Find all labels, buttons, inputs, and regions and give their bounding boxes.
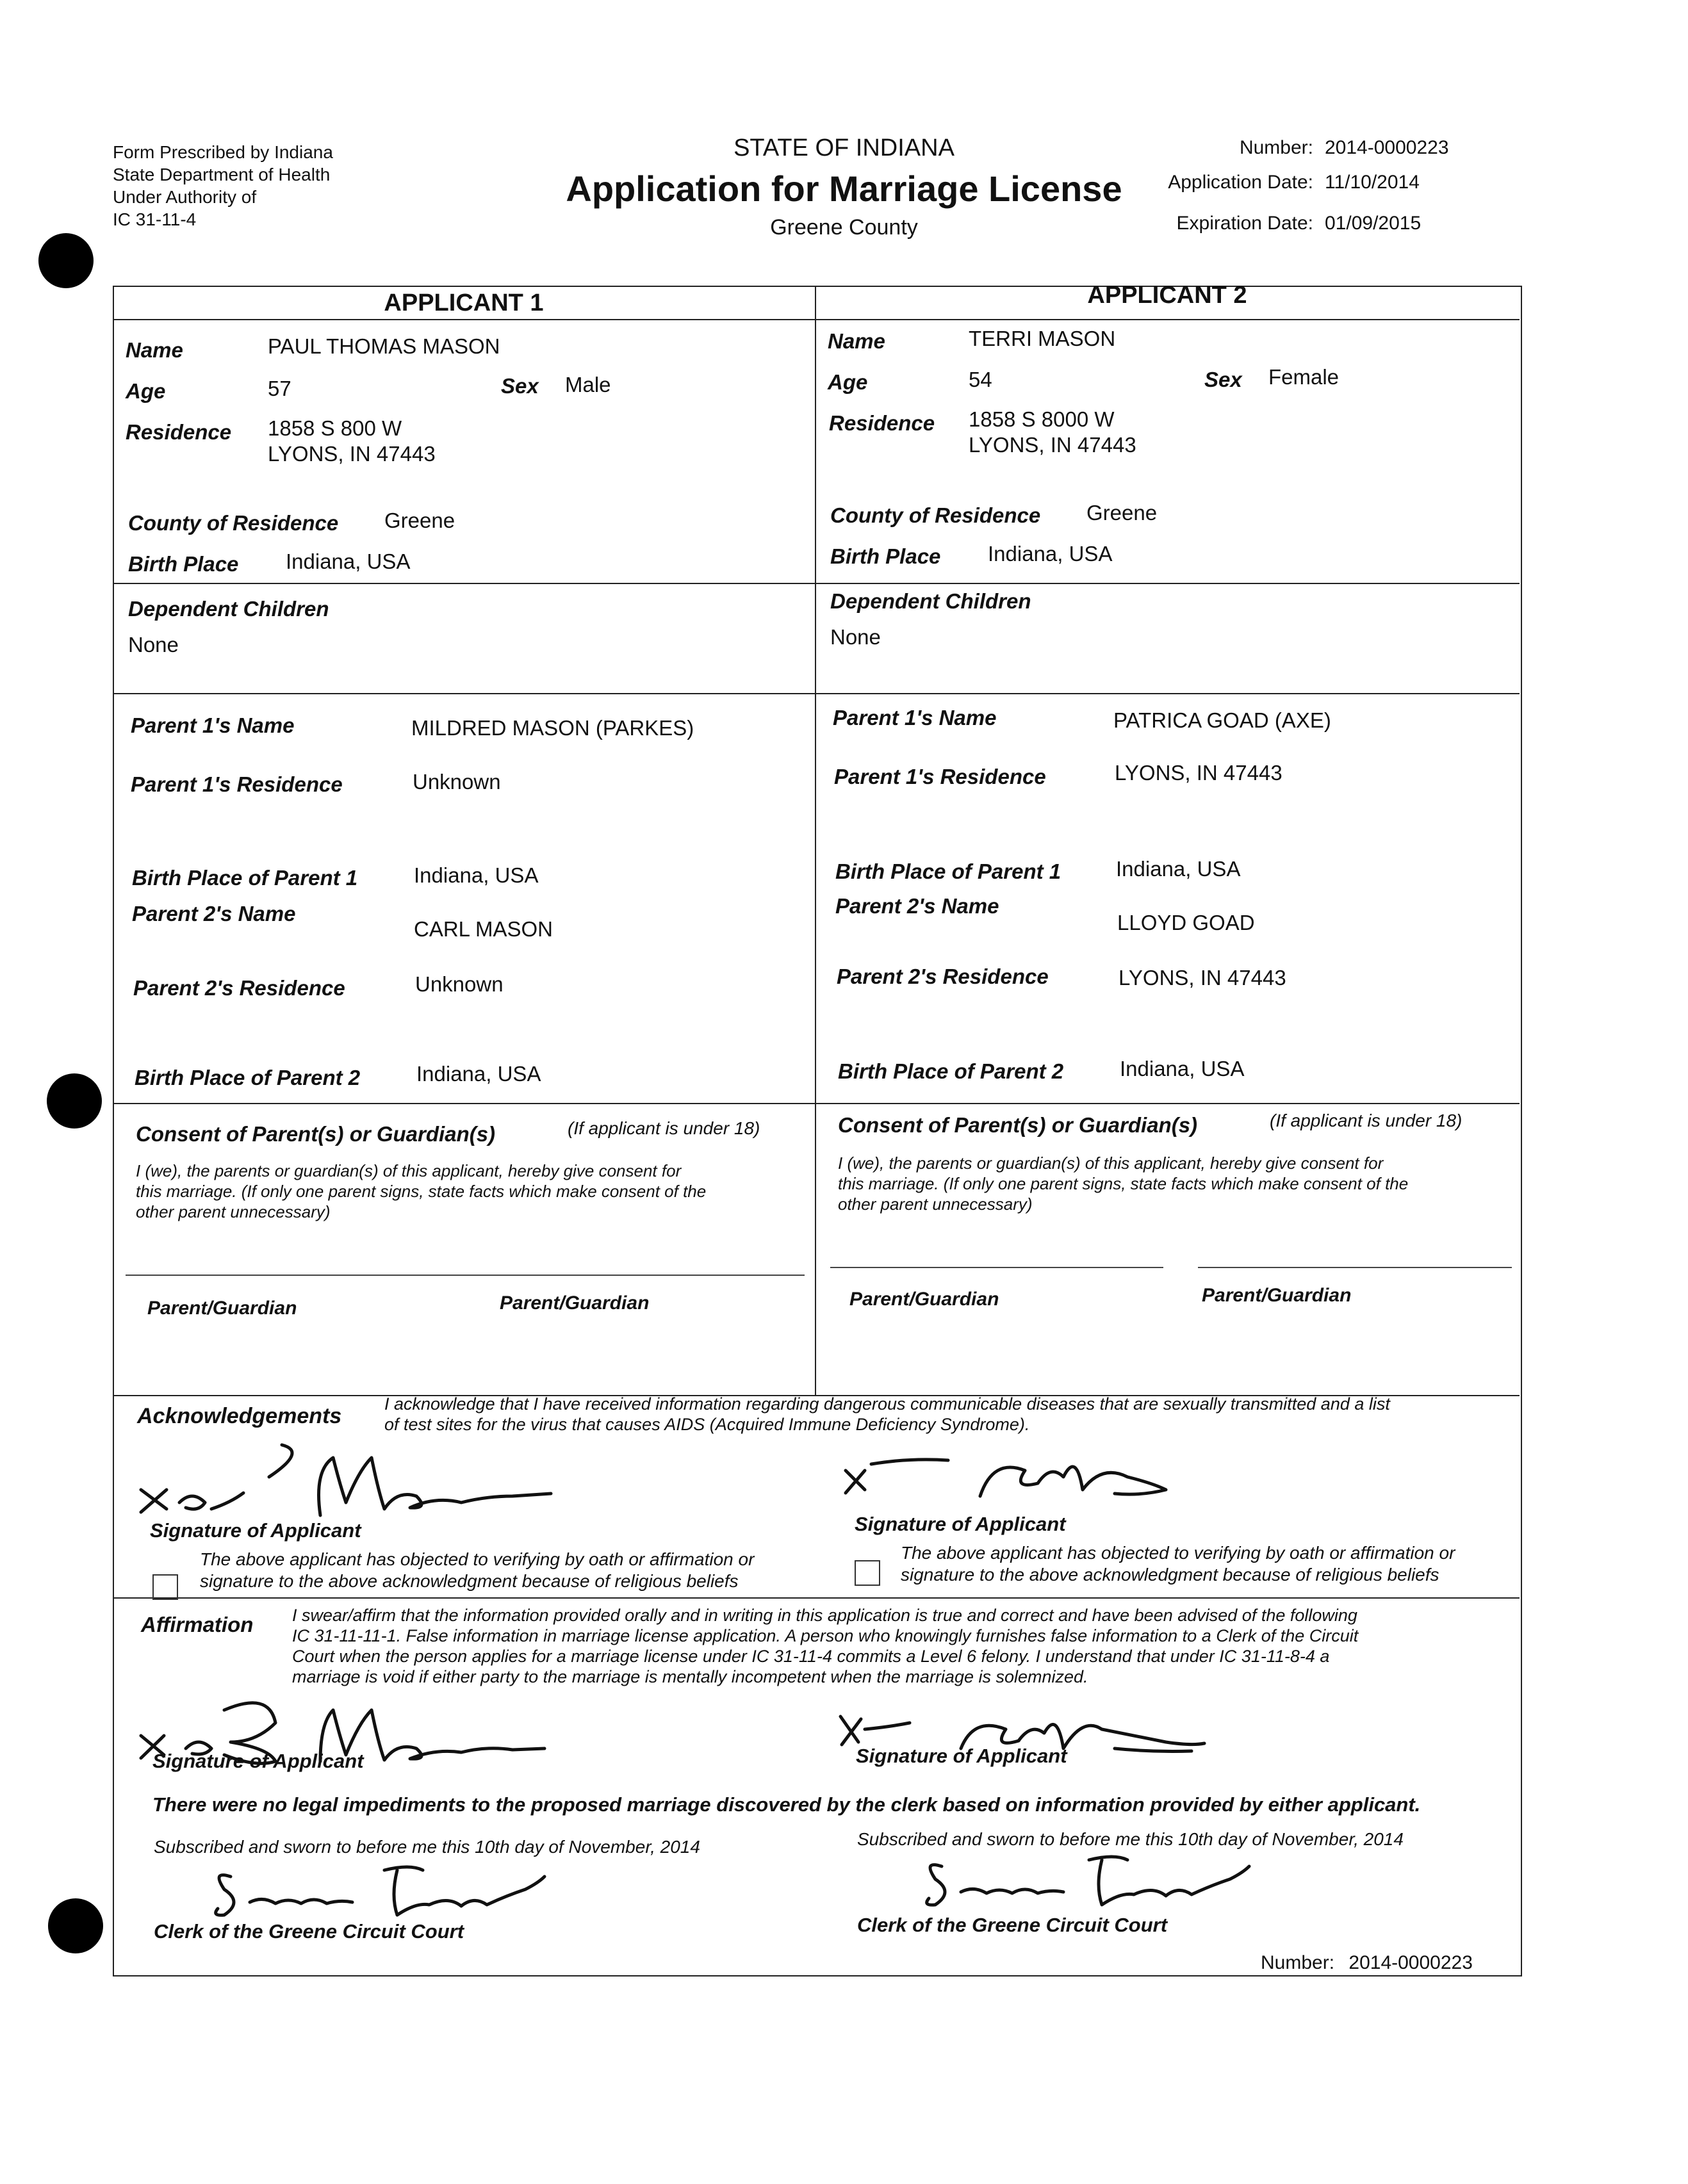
a2-name-value: TERRI MASON	[969, 327, 1116, 350]
a1-parent1-res-value: Unknown	[413, 770, 501, 794]
consent-text-line: I (we), the parents or guardian(s) of this applicant, hereby give consent for	[136, 1161, 682, 1180]
a1-age-label: Age	[126, 379, 166, 403]
expiration-date-label: Expiration Date:	[1176, 213, 1313, 234]
a1-consent-note: (If applicant is under 18)	[568, 1118, 760, 1138]
a2-parent2-birth-label: Birth Place of Parent 2	[838, 1059, 1064, 1083]
a1-birthplace-label: Birth Place	[128, 552, 239, 576]
a2-objection-text	[901, 1542, 1455, 1586]
a1-parent2-res-value: Unknown	[415, 972, 504, 996]
a2-residence-line2: LYONS, IN 47443	[969, 433, 1136, 457]
punch-hole-top	[38, 233, 94, 288]
affirmation-text	[292, 1605, 1358, 1687]
a2-parent1-res-label: Parent 1's Residence	[834, 765, 1046, 788]
objection-text-line: signature to the above acknowledgment because of religious beliefs	[901, 1565, 1439, 1585]
a2-objection-checkbox[interactable]	[855, 1560, 880, 1586]
a1-consent-text	[136, 1161, 706, 1222]
footer-number	[1261, 1952, 1473, 1974]
state-name: STATE OF INDIANA	[733, 134, 955, 161]
a1-objection-text	[200, 1549, 754, 1592]
a2-parent1-birth-label: Birth Place of Parent 1	[835, 860, 1061, 883]
consent-text-line: this marriage. (If only one parent signs, state facts which make consent of the	[136, 1182, 707, 1201]
a2-clerk-label: Clerk of the Greene Circuit Court	[857, 1914, 1168, 1936]
a2-guardian-line-2	[1198, 1267, 1512, 1268]
a1-clerk-label: Clerk of the Greene Circuit Court	[154, 1920, 464, 1943]
objection-text-line: The above applicant has objected to verifying by oath or affirmation or	[200, 1549, 755, 1569]
prescribed-line: IC 31-11-4	[113, 209, 197, 229]
ack-text-line: I acknowledge that I have received information regarding dangerous communicable diseases that are sexually transmitted and a list	[384, 1394, 1390, 1414]
a1-guardian1-label: Parent/Guardian	[147, 1298, 297, 1319]
a1-county-label: County of Residence	[128, 511, 339, 535]
a2-parent2-res-label: Parent 2's Residence	[837, 965, 1049, 988]
number-label: Number:	[1239, 137, 1313, 158]
document-title: Application for Marriage License	[566, 168, 1122, 209]
consent-text-line: other parent unnecessary)	[838, 1194, 1033, 1214]
application-date-value: 11/10/2014	[1325, 172, 1420, 193]
punch-hole-middle	[47, 1073, 102, 1129]
a2-county-label: County of Residence	[830, 503, 1041, 527]
column-divider	[815, 286, 816, 1395]
a1-age-value: 57	[268, 377, 291, 400]
parents-divider	[113, 693, 1520, 694]
a1-parent2-name-label: Parent 2's Name	[132, 902, 296, 925]
a1-objection-checkbox[interactable]	[152, 1574, 178, 1600]
a1-parent2-name-value: CARL MASON	[414, 917, 553, 941]
a2-parent2-res-value: LYONS, IN 47443	[1119, 966, 1286, 990]
a1-ack-signature-label: Signature of Applicant	[150, 1519, 361, 1542]
a2-parent2-name-value: LLOYD GOAD	[1117, 911, 1255, 934]
a2-age-label: Age	[828, 370, 868, 394]
a2-residence-label: Residence	[829, 411, 935, 435]
application-date-label: Application Date:	[1168, 172, 1313, 193]
a1-sex-label: Sex	[501, 374, 539, 398]
county-name: Greene County	[770, 215, 918, 240]
a1-parent2-birth-value: Indiana, USA	[416, 1062, 541, 1086]
consent-divider	[113, 1103, 1520, 1104]
impediments-statement: There were no legal impediments to the proposed marriage discovered by the clerk based on information provided by either applicant.	[152, 1793, 1421, 1816]
a2-consent-text	[838, 1153, 1408, 1214]
prescribed-line: State Department of Health	[113, 165, 331, 184]
dependent-divider	[113, 583, 1520, 584]
a1-ack-signature	[128, 1432, 577, 1522]
affirmation-heading: Affirmation	[141, 1613, 254, 1636]
prescribed-line: Form Prescribed by Indiana	[113, 142, 333, 162]
affirmation-text-line: Court when the person applies for a marriage license under IC 31-11-4 commits a Level 6 felony. I understand that under IC 31-11-8-4 a	[292, 1647, 1330, 1666]
a2-parent1-name-label: Parent 1's Name	[833, 706, 997, 729]
a1-subscribed-text: Subscribed and sworn to before me this 10th day of November, 2014	[154, 1837, 700, 1857]
a2-guardian1-label: Parent/Guardian	[849, 1289, 999, 1310]
a2-dependent-value: None	[830, 625, 881, 649]
a1-name-label: Name	[126, 338, 183, 362]
a2-parent2-name-label: Parent 2's Name	[835, 894, 999, 918]
a1-birthplace-value: Indiana, USA	[286, 550, 411, 573]
number-value: 2014-0000223	[1325, 137, 1449, 158]
a2-sex-label: Sex	[1204, 368, 1242, 391]
prescribed-line: Under Authority of	[113, 187, 257, 207]
a1-parent1-name-label: Parent 1's Name	[131, 713, 295, 737]
a2-ack-signature	[833, 1432, 1192, 1509]
a1-parent1-name-value: MILDRED MASON (PARKES)	[411, 716, 694, 740]
header-divider	[113, 319, 1520, 320]
a2-parent2-birth-value: Indiana, USA	[1120, 1057, 1245, 1080]
consent-text-line: this marriage. (If only one parent signs, state facts which make consent of the	[838, 1174, 1409, 1193]
a1-dependent-label: Dependent Children	[128, 597, 329, 621]
a2-parent1-name-value: PATRICA GOAD (AXE)	[1113, 708, 1331, 732]
affirmation-divider	[113, 1597, 1520, 1599]
application-date-row	[1127, 172, 1420, 193]
a2-dependent-label: Dependent Children	[830, 589, 1031, 613]
a2-sex-value: Female	[1268, 365, 1340, 389]
acknowledgements-text	[384, 1394, 1390, 1435]
a1-name-value: PAUL THOMAS MASON	[268, 334, 500, 358]
ack-text-line: of test sites for the virus that causes AIDS (Acquired Immune Deficiency Syndrome).	[384, 1415, 1030, 1434]
a1-residence-line2: LYONS, IN 47443	[268, 442, 436, 466]
a2-county-value: Greene	[1086, 501, 1158, 525]
applicant1-heading: APPLICANT 1	[384, 289, 544, 316]
consent-text-line: I (we), the parents or guardian(s) of this applicant, hereby give consent for	[838, 1153, 1384, 1173]
a1-parent2-res-label: Parent 2's Residence	[133, 976, 345, 1000]
a2-name-label: Name	[828, 329, 885, 353]
a2-consent-heading: Consent of Parent(s) or Guardian(s)	[838, 1113, 1198, 1137]
a1-sex-value: Male	[565, 373, 611, 396]
a1-consent-heading: Consent of Parent(s) or Guardian(s)	[136, 1122, 496, 1146]
a2-birthplace-label: Birth Place	[830, 544, 941, 568]
affirmation-text-line: IC 31-11-11-1. False information in marriage license application. A person who knowingly furnishes false information to a Clerk of the Circuit	[292, 1626, 1359, 1645]
a2-subscribed-text: Subscribed and sworn to before me this 10th day of November, 2014	[857, 1829, 1404, 1849]
applicant2-heading: APPLICANT 2	[1087, 282, 1247, 309]
objection-text-line: The above applicant has objected to verifying by oath or affirmation or	[901, 1543, 1455, 1563]
a2-guardian2-label: Parent/Guardian	[1202, 1285, 1352, 1306]
a1-county-value: Greene	[384, 509, 455, 532]
a1-affirmation-signature-label: Signature of Applicant	[152, 1750, 364, 1772]
a2-affirmation-signature-label: Signature of Applicant	[856, 1745, 1067, 1767]
a1-parent2-birth-label: Birth Place of Parent 2	[135, 1066, 361, 1089]
affirmation-text-line: I swear/affirm that the information provided orally and in writing in this application is true and correct and have been advised of the following	[292, 1606, 1357, 1625]
a1-guardian-line	[126, 1275, 805, 1276]
a2-parent1-birth-value: Indiana, USA	[1116, 857, 1241, 881]
punch-hole-bottom	[48, 1898, 103, 1953]
a2-birthplace-value: Indiana, USA	[988, 542, 1113, 566]
expiration-date-row	[1127, 213, 1421, 234]
affirmation-text-line: marriage is void if either party to the marriage is mentally incompetent when the marriage is solemnized.	[292, 1667, 1088, 1686]
a2-residence-line1: 1858 S 8000 W	[969, 407, 1115, 431]
a1-dependent-value: None	[128, 633, 179, 656]
a2-age-value: 54	[969, 368, 992, 391]
expiration-date-value: 01/09/2015	[1325, 213, 1422, 234]
acknowledgements-heading: Acknowledgements	[137, 1404, 342, 1428]
objection-text-line: signature to the above acknowledgment because of religious beliefs	[200, 1571, 739, 1591]
number-row	[1127, 137, 1449, 159]
a2-clerk-signature	[916, 1847, 1275, 1911]
footer-number-label: Number:	[1261, 1952, 1335, 1973]
a2-guardian-line-1	[830, 1267, 1163, 1268]
a1-residence-label: Residence	[126, 420, 232, 444]
a1-parent1-birth-label: Birth Place of Parent 1	[132, 866, 358, 890]
a1-residence-line1: 1858 S 800 W	[268, 416, 402, 440]
a1-guardian2-label: Parent/Guardian	[500, 1292, 650, 1314]
a1-parent1-birth-value: Indiana, USA	[414, 863, 539, 887]
a1-clerk-signature	[205, 1857, 564, 1921]
consent-text-line: other parent unnecessary)	[136, 1202, 331, 1221]
a1-parent1-res-label: Parent 1's Residence	[131, 772, 343, 796]
footer-number-value: 2014-0000223	[1348, 1952, 1473, 1973]
a2-parent1-res-value: LYONS, IN 47443	[1115, 761, 1282, 785]
a2-ack-signature-label: Signature of Applicant	[855, 1513, 1066, 1535]
a2-consent-note: (If applicant is under 18)	[1270, 1111, 1463, 1130]
